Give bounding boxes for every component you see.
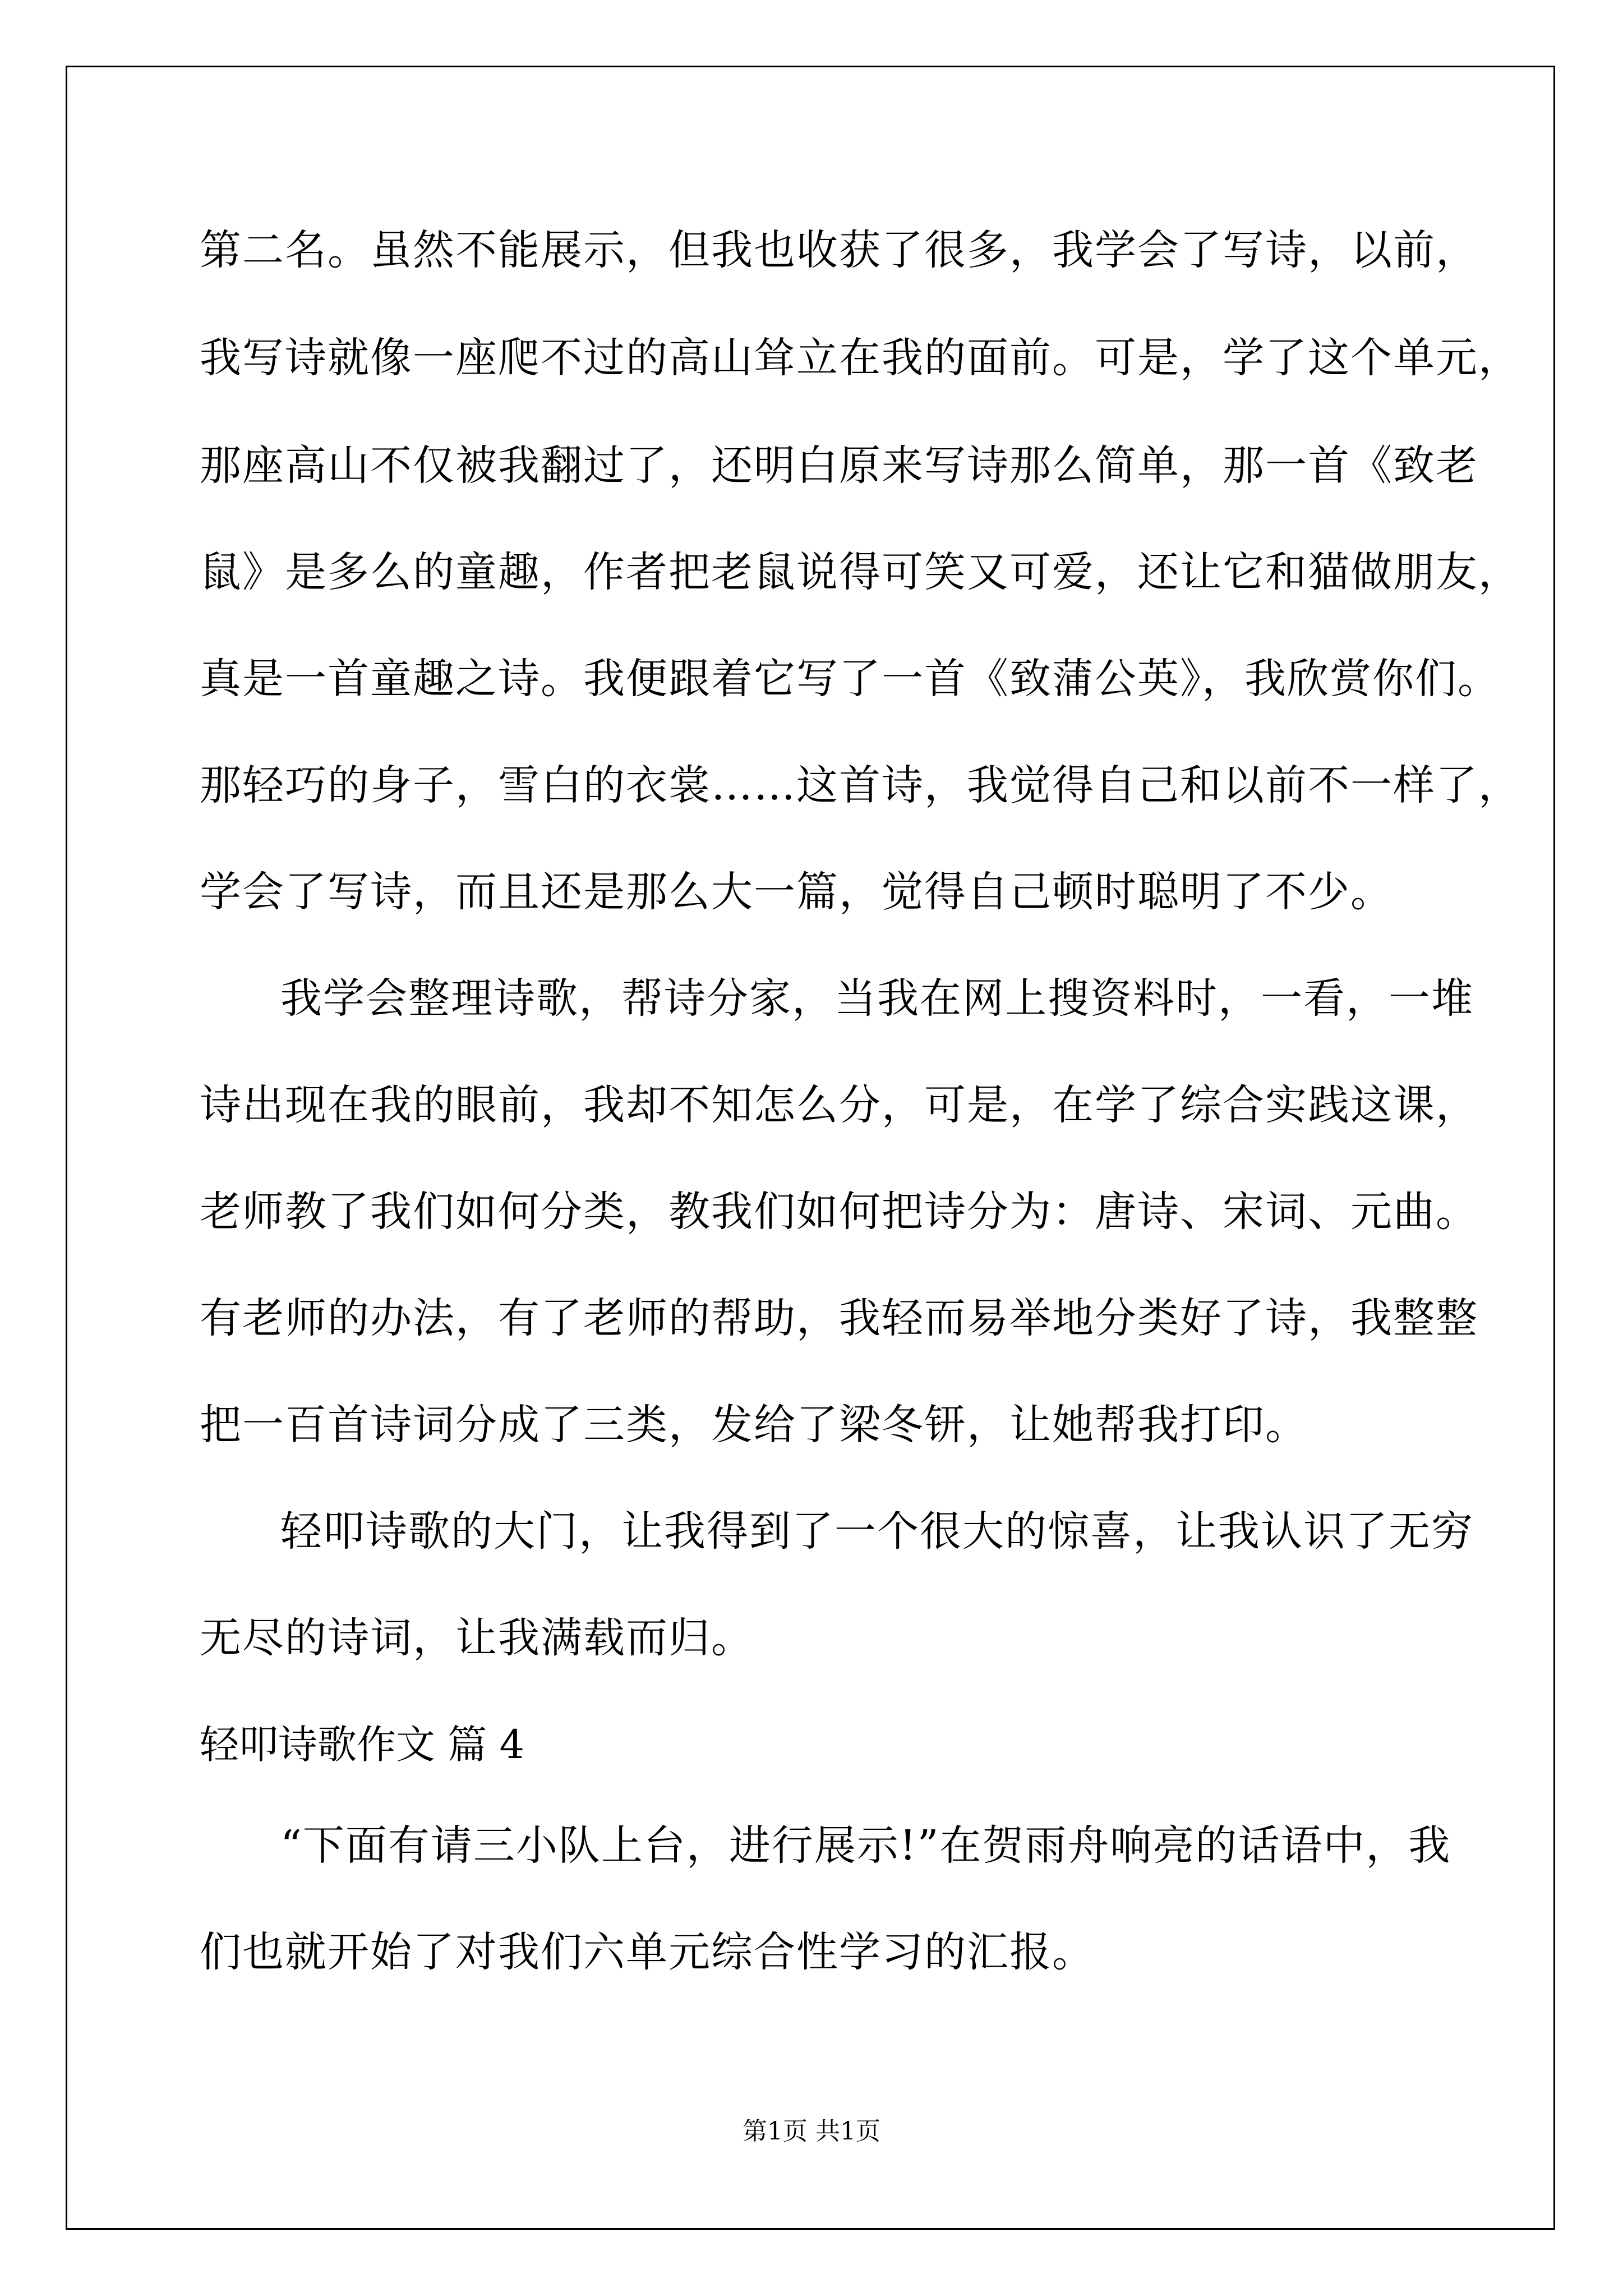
text-line: 那座高山不仅被我翻过了，还明白原来写诗那么简单，那一首《致老 — [200, 441, 1478, 490]
text-line: 我写诗就像一座爬不过的高山耸立在我的面前。可是，学了这个单元， — [200, 334, 1521, 382]
text-line: 那轻巧的身子，雪白的衣裳……这首诗，我觉得自己和以前不一样了， — [200, 761, 1521, 809]
text-line: 轻叩诗歌的大门，让我得到了一个很大的惊喜，让我认识了无穷 — [280, 1507, 1474, 1556]
text-line: 无尽的诗词，让我满载而归。 — [200, 1614, 754, 1662]
text-line: 学会了写诗，而且还是那么大一篇，觉得自己顿时聪明了不少。 — [200, 868, 1393, 916]
text-line: 真是一首童趣之诗。我便跟着它写了一首《致蒲公英》，我欣赏你们。 — [200, 655, 1500, 703]
section-heading: 轻叩诗歌作文 篇 4 — [200, 1722, 525, 1768]
page-border — [66, 66, 1555, 2230]
text-line: 老师教了我们如何分类，教我们如何把诗分为：唐诗、宋词、元曲。 — [200, 1188, 1478, 1236]
text-line: 我学会整理诗歌，帮诗分家，当我在网上搜资料时，一看，一堆 — [280, 974, 1474, 1023]
text-line: 第二名。虽然不能展示，但我也收获了很多，我学会了写诗，以前， — [200, 226, 1478, 274]
text-line: 鼠》是多么的童趣，作者把老鼠说得可笑又可爱，还让它和猫做朋友， — [200, 548, 1521, 596]
text-line: “下面有请三小队上台，进行展示!”在贺雨舟响亮的话语中，我 — [280, 1821, 1451, 1870]
text-line: 把一百首诗词分成了三类，发给了梁冬钘，让她帮我打印。 — [200, 1401, 1308, 1449]
text-line: 们也就开始了对我们六单元综合性学习的汇报。 — [200, 1928, 1095, 1976]
text-line: 有老师的办法，有了老师的帮助，我轻而易举地分类好了诗，我整整 — [200, 1294, 1478, 1342]
text-line: 诗出现在我的眼前，我却不知怎么分，可是，在学了综合实践这课， — [200, 1081, 1478, 1129]
page-footer: 第1页 共1页 — [743, 2117, 880, 2146]
